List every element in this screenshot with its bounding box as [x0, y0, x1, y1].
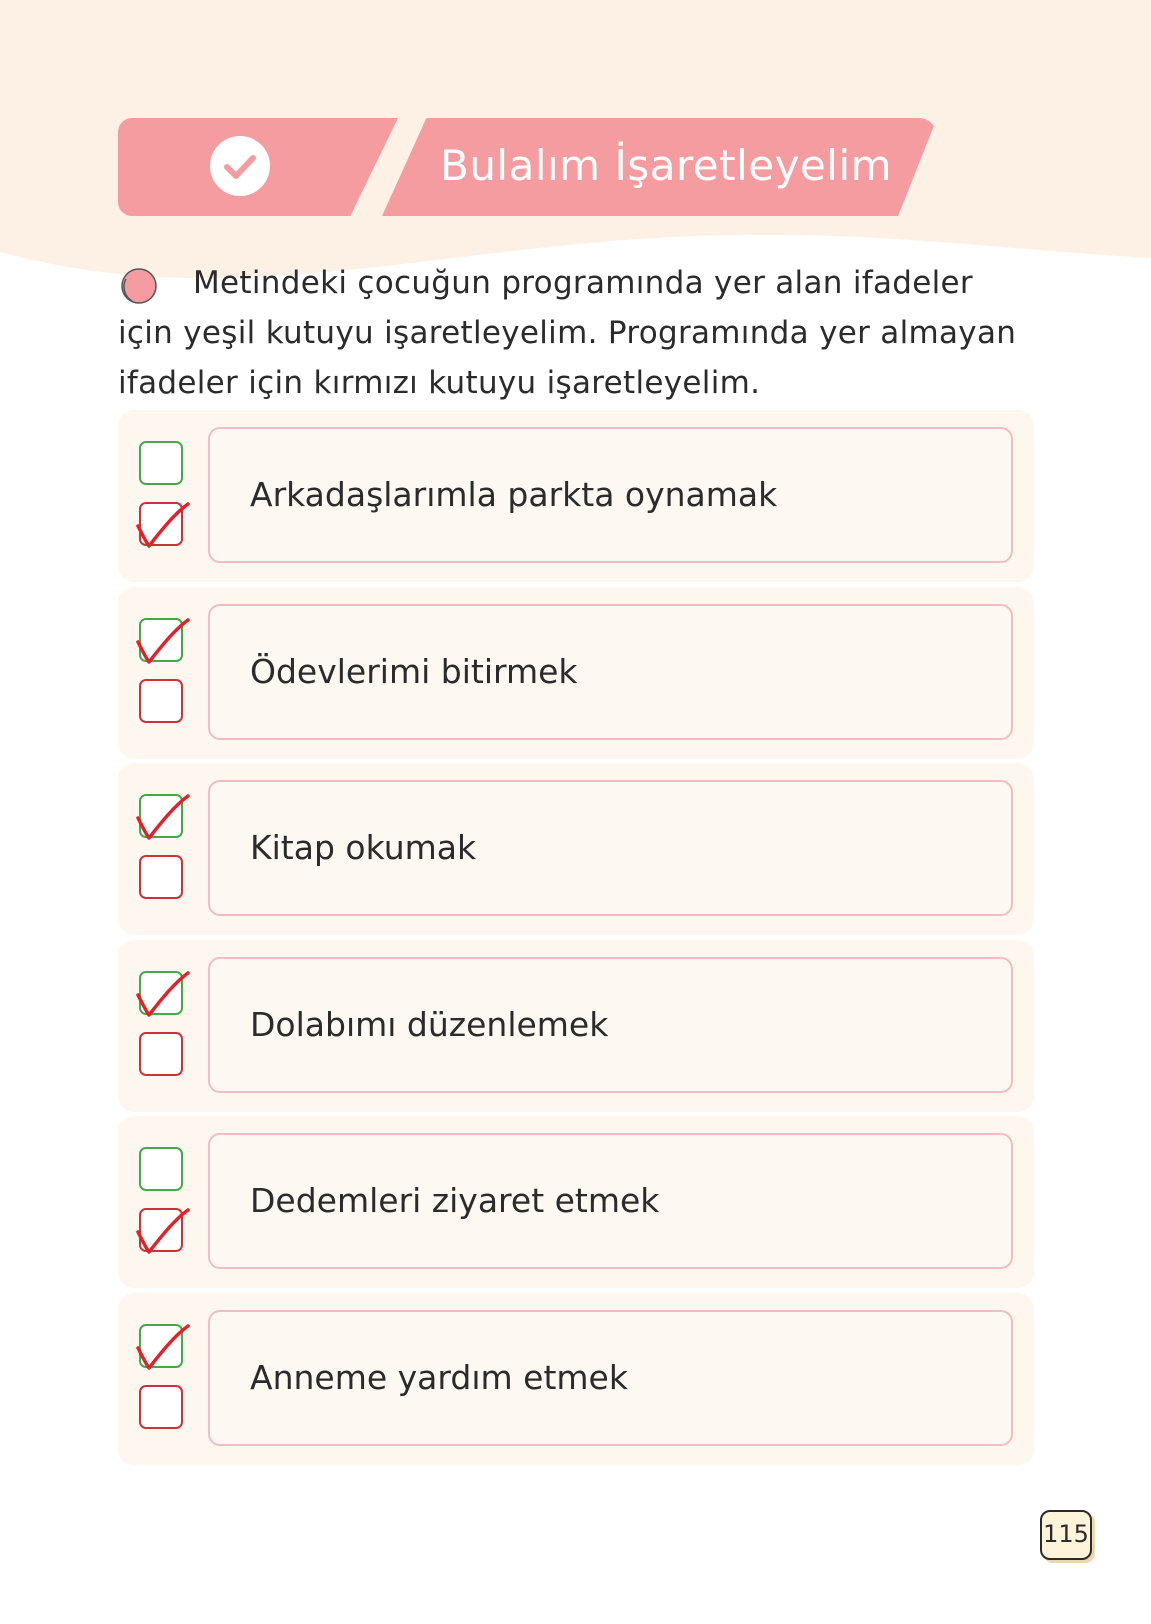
- page-title: Bulalım İşaretleyelim: [440, 141, 893, 190]
- statement-label: Arkadaşlarımla parkta oynamak: [250, 475, 778, 514]
- check-mark-icon: [118, 1116, 218, 1288]
- page-number: 115: [1040, 1510, 1092, 1560]
- green-checkbox[interactable]: [139, 971, 183, 1015]
- statement-box: [208, 1133, 1013, 1269]
- list-item: [118, 587, 1034, 759]
- green-checkbox[interactable]: [139, 618, 183, 662]
- red-checkbox[interactable]: [139, 679, 183, 723]
- green-checkbox[interactable]: [139, 441, 183, 485]
- statement-box: [208, 957, 1013, 1093]
- check-mark-icon: [118, 587, 218, 759]
- list-item: [118, 940, 1034, 1112]
- statement-box: [208, 780, 1013, 916]
- green-checkbox[interactable]: [139, 1147, 183, 1191]
- green-checkbox[interactable]: [139, 1324, 183, 1368]
- statement-box: [208, 427, 1013, 563]
- list-item: [118, 410, 1034, 582]
- check-circle-icon: [210, 136, 270, 196]
- statement-label: Dolabımı düzenlemek: [250, 1005, 609, 1044]
- list-item: [118, 763, 1034, 935]
- list-item: [118, 1293, 1034, 1465]
- check-mark-icon: [118, 1293, 218, 1465]
- red-checkbox[interactable]: [139, 1032, 183, 1076]
- red-checkbox[interactable]: [139, 1385, 183, 1429]
- statement-label: Ödevlerimi bitirmek: [250, 652, 578, 691]
- red-checkbox[interactable]: [139, 502, 183, 546]
- check-mark-icon: [118, 940, 218, 1112]
- statement-box: [208, 1310, 1013, 1446]
- instruction-text: Metindeki çocuğun programında yer alan ifadeler için yeşil kutuyu işaretleyelim. Programında yer almayan ifadeler için kırmızı kutuyu işaretleyelim.: [118, 265, 1017, 401]
- statement-label: Kitap okumak: [250, 828, 477, 867]
- check-mark-icon: [118, 763, 218, 935]
- green-checkbox[interactable]: [139, 794, 183, 838]
- check-mark-icon: [118, 410, 218, 582]
- statement-box: [208, 604, 1013, 740]
- statement-label: Anneme yardım etmek: [250, 1358, 628, 1397]
- list-item: [118, 1116, 1034, 1288]
- red-checkbox[interactable]: [139, 1208, 183, 1252]
- red-checkbox[interactable]: [139, 855, 183, 899]
- statement-label: Dedemleri ziyaret etmek: [250, 1181, 660, 1220]
